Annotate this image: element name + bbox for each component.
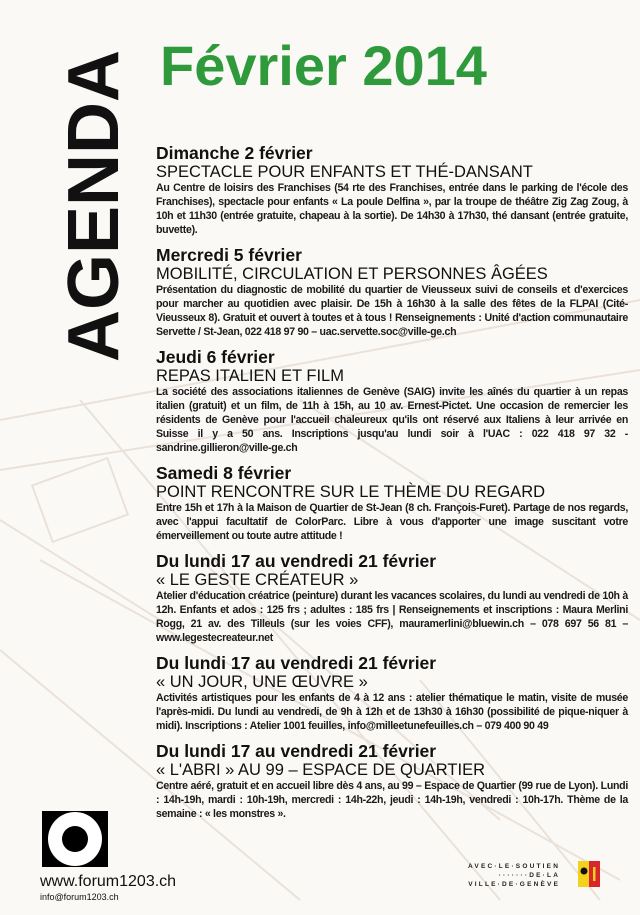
sponsor-line: VILLE·DE·GENÈVE xyxy=(468,881,561,888)
vertical-agenda-title: AGENDA xyxy=(54,49,134,362)
sponsor-line: ·······DE·LA xyxy=(498,872,561,879)
geneva-crest-icon xyxy=(578,861,600,887)
event-title: « LE GESTE CRÉATEUR » xyxy=(156,571,359,589)
forum1203-logo xyxy=(42,806,108,872)
website-link[interactable]: www.forum1203.ch xyxy=(40,873,177,890)
sponsor-text xyxy=(468,862,560,889)
event-description: Activités artistiques pour les enfants de 4 à 12 ans : atelier thématique le matin, visite de musée l'après-midi. Du lundi au vendredi, de 9h à 12h et de 13h30 à 16h30 (possibilité de pique-niquer à midi). Inscriptions : Atelier 1001 feuilles, info@milleetunefeuilles.ch – 079 400 90 49 xyxy=(156,692,628,732)
event-description: Au Centre de loisirs des Franchises (54 rte des Franchises, entrée dans le parking de l'école des Franchises), spectacle pour enfants « La poule Delfina », par la troupe de théâtre Zig Zag Zoug, à 10h et 11h30 (entrée gratuite, chapeau à la sortie). De 14h30 à 17h30, thé dansant (entrée gratuite, buvette). xyxy=(156,182,628,236)
event-date: Du lundi 17 au vendredi 21 février xyxy=(156,653,437,673)
event-title: SPECTACLE POUR ENFANTS ET THÉ-DANSANT xyxy=(156,163,533,181)
event-item xyxy=(156,464,628,543)
event-description: Centre aéré, gratuit et en accueil libre dès 4 ans, au 99 – Espace de Quartier (99 rue de Lyon). Lundi : 14h-19h, mardi : 10h-19h, mercredi : 14h-22h, jeudi : 14h-19h, vendredi : 10h-17h. Thème de la semaine : « les monstres ». xyxy=(156,780,628,820)
event-date: Du lundi 17 au vendredi 21 février xyxy=(156,741,437,761)
event-description: Présentation du diagnostic de mobilité du quartier de Vieusseux suivi de conseils et d'exercices pour marcher au quotidien avec plaisir. De 15h à 16h30 à la salle des fêtes de la FLPAI (Cité-Vieusseux 8). Gratuit et ouvert à toutes et à tous ! Renseignements : Unité d'action communautaire Servette / St-Jean, 022 418 97 90 – uac.servette.soc@ville-ge.ch xyxy=(156,284,628,338)
event-title: « L'ABRI » AU 99 – ESPACE DE QUARTIER xyxy=(156,761,486,779)
event-date: Jeudi 6 février xyxy=(156,347,275,367)
event-item xyxy=(156,348,628,455)
sponsor-line: AVEC·LE·SOUTIEN xyxy=(468,863,561,870)
event-description: Atelier d'éducation créatrice (peinture) durant les vacances scolaires, du lundi au vendredi de 10h à 12h. Enfants et ados : 125 frs ; adultes : 185 frs | Renseignements et inscriptions : Maura Merlini Rogg, 21 av. des Tilleuls (sur les voies CFF), mauramerlini@bluewin.ch – 078 697 56 81 – www.legestecreateur.net xyxy=(156,590,628,644)
event-title: « UN JOUR, UNE ŒUVRE » xyxy=(156,673,368,691)
event-item xyxy=(156,552,628,645)
event-date: Mercredi 5 février xyxy=(156,245,302,265)
email-link[interactable]: info@forum1203.ch xyxy=(40,892,119,902)
event-item xyxy=(156,654,628,733)
event-item xyxy=(156,144,628,237)
event-title: MOBILITÉ, CIRCULATION ET PERSONNES ÂGÉES xyxy=(156,265,548,283)
event-date: Samedi 8 février xyxy=(156,463,292,483)
event-description: La société des associations italiennes de Genève (SAIG) invite les aînés du quartier à un repas italien (gratuit) et un film, de 11h à 15h, au 10 av. Ernest-Pictet. Une occasion de remercier les résidents de Genève pour l'accueil chaleureux qu'ils ont réservé aux Italiens à leur arrivée en Suisse il y a 50 ans. Inscriptions jusqu'au lundi soir à l'UAC : 022 418 97 32 - sandrine.gillieron@ville-ge.ch xyxy=(156,386,628,454)
event-title: POINT RENCONTRE SUR LE THÈME DU REGARD xyxy=(156,483,546,501)
page-title: Février 2014 xyxy=(160,34,487,97)
event-date: Du lundi 17 au vendredi 21 février xyxy=(156,551,437,571)
event-title: REPAS ITALIEN ET FILM xyxy=(156,367,344,385)
event-item xyxy=(156,246,628,339)
event-date: Dimanche 2 février xyxy=(156,143,313,163)
event-description: Entre 15h et 17h à la Maison de Quartier de St-Jean (8 ch. François-Furet). Partage de nos regards, avec l'appui facultatif de ColorParc. Libre à vous d'apporter une image suscitant votre émerveillement ou toute autre attitude ! xyxy=(156,502,628,542)
event-list xyxy=(156,144,628,830)
event-item xyxy=(156,742,628,821)
